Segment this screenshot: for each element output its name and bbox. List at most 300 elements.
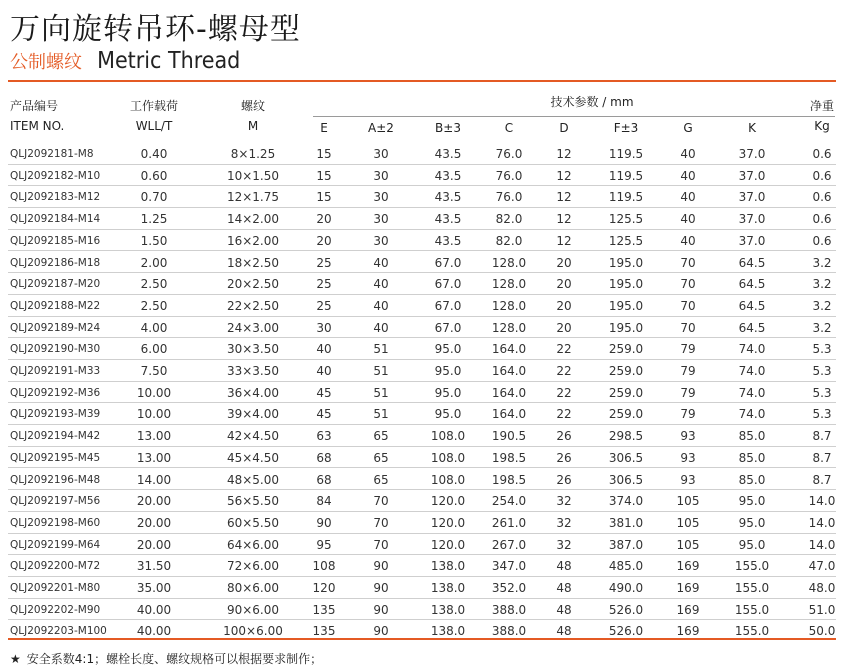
cell-a: 70 [373,494,389,509]
cell-f: 485.0 [608,559,644,574]
cell-g: 93 [680,450,696,465]
header-wll-cn: 工作载荷 [129,99,179,113]
cell-b: 138.0 [430,602,466,617]
cell-b: 120.0 [430,537,466,552]
cell-thread: 30×3.50 [226,342,280,357]
cell-c: 388.0 [491,602,527,617]
cell-k: 37.0 [738,147,766,161]
cell-a: 51 [373,342,389,357]
cell-weight: 8.7 [812,450,832,465]
cell-a: 70 [373,515,389,530]
cell-weight: 8.7 [812,472,832,487]
cell-weight: 5.3 [812,342,832,357]
cell-item-no: QLJ2092193-M39 [10,408,101,421]
cell-wll: 14.00 [136,472,172,487]
cell-thread: 14×2.00 [226,212,280,227]
cell-k: 74.0 [738,407,766,422]
table-row [8,165,836,187]
cell-thread: 42×4.50 [226,429,280,444]
table-row [8,577,836,599]
cell-c: 254.0 [491,494,527,509]
table-row [8,447,836,469]
cell-b: 108.0 [430,450,466,465]
header-col-f: F±3 [613,121,639,135]
cell-thread: 45×4.50 [226,450,280,465]
cell-b: 43.5 [434,147,462,161]
cell-g: 79 [680,385,696,400]
cell-k: 37.0 [738,212,766,227]
cell-weight: 5.3 [812,364,832,378]
cell-f: 490.0 [608,581,644,595]
cell-k: 85.0 [738,472,766,487]
cell-weight: 5.3 [812,385,832,400]
cell-b: 120.0 [430,515,466,530]
cell-weight: 8.7 [812,429,832,444]
cell-d: 26 [556,429,572,444]
cell-weight: 14.0 [808,537,836,552]
cell-e: 120 [312,581,336,595]
cell-item-no: QLJ2092183-M12 [10,191,101,204]
cell-thread: 90×6.00 [226,602,280,617]
cell-thread: 48×5.00 [226,472,280,487]
cell-c: 198.5 [491,472,527,487]
cell-e: 15 [316,168,332,183]
table-row [8,295,836,317]
cell-item-no: QLJ2092197-M56 [10,495,101,508]
cell-thread: 80×6.00 [226,581,280,595]
cell-weight: 14.0 [808,515,836,530]
cell-b: 67.0 [434,298,462,313]
cell-wll: 20.00 [136,494,172,509]
cell-item-no: QLJ2092195-M45 [10,451,101,464]
cell-g: 40 [680,168,696,183]
cell-thread: 22×2.50 [226,298,280,313]
cell-f: 195.0 [608,320,644,335]
bottom-rule [8,638,836,640]
cell-f: 195.0 [608,298,644,313]
cell-c: 352.0 [491,581,527,595]
cell-weight: 0.6 [812,147,832,161]
cell-item-no: QLJ2092199-M64 [10,538,101,551]
cell-a: 30 [373,147,389,161]
cell-c: 388.0 [491,624,527,639]
cell-k: 95.0 [738,515,766,530]
cell-e: 68 [316,472,332,487]
cell-thread: 20×2.50 [226,277,280,292]
cell-item-no: QLJ2092184-M14 [10,213,101,226]
cell-e: 40 [316,364,332,378]
cell-d: 26 [556,472,572,487]
cell-e: 95 [316,537,332,552]
cell-thread: 56×5.50 [226,494,280,509]
cell-g: 79 [680,342,696,357]
cell-e: 15 [316,190,332,205]
cell-g: 169 [676,602,700,617]
table-row [8,382,836,404]
cell-e: 68 [316,450,332,465]
cell-wll: 1.50 [140,233,168,248]
cell-b: 95.0 [434,407,462,422]
cell-c: 198.5 [491,450,527,465]
cell-a: 90 [373,602,389,617]
cell-f: 381.0 [608,515,644,530]
cell-g: 70 [680,298,696,313]
cell-b: 67.0 [434,277,462,292]
cell-f: 306.5 [608,472,644,487]
cell-a: 30 [373,212,389,227]
cell-thread: 8×1.25 [230,147,276,161]
cell-e: 20 [316,233,332,248]
cell-d: 12 [556,147,572,161]
cell-item-no: QLJ2092191-M33 [10,365,101,377]
cell-a: 90 [373,559,389,574]
cell-f: 259.0 [608,364,644,378]
cell-g: 169 [676,559,700,574]
cell-thread: 12×1.75 [226,190,280,205]
cell-b: 138.0 [430,559,466,574]
cell-g: 93 [680,429,696,444]
cell-f: 195.0 [608,277,644,292]
header-col-g: G [683,121,693,135]
cell-f: 306.5 [608,450,644,465]
cell-b: 95.0 [434,342,462,357]
cell-g: 70 [680,320,696,335]
table-row [8,599,836,621]
cell-c: 164.0 [491,342,527,357]
table-row [8,534,836,556]
cell-b: 138.0 [430,624,466,639]
header-col-a: A±2 [368,121,394,135]
cell-g: 40 [680,147,696,161]
cell-item-no: QLJ2092182-M10 [10,169,101,182]
cell-e: 25 [316,298,332,313]
table-row [8,360,836,382]
cell-thread: 36×4.00 [226,385,280,400]
cell-a: 40 [373,320,389,335]
header-col-b: B±3 [435,121,461,135]
cell-c: 164.0 [491,364,527,378]
table-row [8,403,836,425]
cell-k: 64.5 [738,277,766,292]
cell-a: 65 [373,429,389,444]
cell-b: 43.5 [434,233,462,248]
page-title: 万向旋转吊环-螺母型 [10,12,301,47]
cell-b: 95.0 [434,364,462,378]
cell-item-no: QLJ2092186-M18 [10,256,101,269]
header-thread-en: M [247,119,259,133]
cell-a: 70 [373,537,389,552]
cell-a: 40 [373,298,389,313]
cell-wll: 20.00 [136,515,172,530]
subtitle-en: Metric Thread [97,48,241,74]
cell-f: 119.5 [608,168,644,183]
cell-wll: 31.50 [136,559,172,574]
cell-b: 138.0 [430,581,466,595]
cell-wll: 2.00 [140,255,168,270]
cell-f: 259.0 [608,385,644,400]
cell-k: 37.0 [738,190,766,205]
cell-d: 20 [556,277,572,292]
cell-f: 526.0 [608,624,644,639]
cell-k: 85.0 [738,429,766,444]
cell-k: 95.0 [738,494,766,509]
cell-wll: 4.00 [140,320,168,335]
cell-b: 43.5 [434,168,462,183]
cell-b: 43.5 [434,190,462,205]
cell-thread: 33×3.50 [226,364,280,378]
table-row [8,143,836,165]
cell-k: 155.0 [734,624,770,639]
cell-weight: 0.6 [812,233,832,248]
cell-item-no: QLJ2092192-M36 [10,386,101,399]
cell-item-no: QLJ2092185-M16 [10,234,101,247]
footer-note [10,650,322,667]
cell-e: 45 [316,385,332,400]
cell-k: 37.0 [738,168,766,183]
cell-thread: 72×6.00 [226,559,280,574]
cell-g: 93 [680,472,696,487]
cell-g: 40 [680,190,696,205]
cell-weight: 5.3 [812,407,832,422]
cell-f: 387.0 [608,537,644,552]
cell-d: 12 [556,233,572,248]
cell-g: 40 [680,212,696,227]
cell-g: 79 [680,407,696,422]
table-row [8,425,836,447]
cell-wll: 10.00 [136,385,172,400]
table-row [8,208,836,230]
cell-weight: 0.6 [812,212,832,227]
header-thread-cn: 螺纹 [240,99,266,113]
cell-weight: 14.0 [808,494,836,509]
cell-g: 70 [680,277,696,292]
cell-wll: 0.60 [140,168,168,183]
cell-item-no: QLJ2092203-M100 [10,625,107,638]
cell-weight: 50.0 [808,624,836,639]
cell-f: 195.0 [608,255,644,270]
cell-thread: 60×5.50 [226,515,280,530]
footer-note-text: 安全系数4:1；螺栓长度、螺纹规格可以根据要求制作； [26,652,323,666]
cell-e: 40 [316,342,332,357]
cell-c: 128.0 [491,277,527,292]
cell-wll: 13.00 [136,429,172,444]
cell-a: 51 [373,364,389,378]
cell-item-no: QLJ2092190-M30 [10,343,101,356]
header-wll-en: WLL/T [135,119,173,133]
cell-wll: 2.50 [140,277,168,292]
cell-f: 125.5 [608,233,644,248]
cell-d: 32 [556,494,572,509]
cell-item-no: QLJ2092202-M90 [10,603,101,616]
cell-g: 105 [676,494,700,509]
cell-k: 64.5 [738,320,766,335]
cell-f: 119.5 [608,190,644,205]
table-row [8,317,836,339]
cell-f: 259.0 [608,342,644,357]
cell-item-no: QLJ2092194-M42 [10,430,101,443]
cell-e: 135 [312,602,336,617]
cell-g: 40 [680,233,696,248]
cell-g: 79 [680,364,696,378]
cell-weight: 51.0 [808,602,836,617]
table-row [8,186,836,208]
spec-group-underline [313,116,835,117]
cell-thread: 16×2.00 [226,233,280,248]
header-spec-group: 技术参数 / mm [550,95,634,109]
star-icon: ★ [10,652,21,666]
cell-wll: 40.00 [136,624,172,639]
table-row [8,490,836,512]
cell-a: 65 [373,450,389,465]
table-row [8,230,836,252]
header-weight-cn: 净重 [809,99,835,113]
cell-e: 108 [312,559,336,574]
cell-b: 120.0 [430,494,466,509]
cell-weight: 48.0 [808,581,836,595]
cell-c: 164.0 [491,407,527,422]
cell-g: 169 [676,581,700,595]
cell-d: 22 [556,364,572,378]
cell-k: 74.0 [738,385,766,400]
subtitle [10,48,240,74]
cell-b: 43.5 [434,212,462,227]
header-col-e: E [320,121,328,135]
cell-d: 32 [556,537,572,552]
cell-wll: 10.00 [136,407,172,422]
cell-weight: 0.6 [812,168,832,183]
cell-a: 90 [373,581,389,595]
cell-a: 30 [373,168,389,183]
cell-k: 74.0 [738,342,766,357]
cell-item-no: QLJ2092181-M8 [10,148,94,160]
cell-thread: 18×2.50 [226,255,280,270]
cell-c: 267.0 [491,537,527,552]
header-weight-en: Kg [814,119,830,133]
cell-c: 128.0 [491,298,527,313]
cell-e: 20 [316,212,332,227]
cell-item-no: QLJ2092189-M24 [10,321,101,334]
cell-wll: 40.00 [136,602,172,617]
cell-d: 12 [556,212,572,227]
cell-k: 74.0 [738,364,766,378]
cell-c: 76.0 [495,147,523,161]
table-row [8,252,836,274]
cell-b: 108.0 [430,429,466,444]
cell-weight: 47.0 [808,559,836,574]
cell-wll: 13.00 [136,450,172,465]
cell-f: 259.0 [608,407,644,422]
cell-c: 128.0 [491,320,527,335]
cell-b: 67.0 [434,320,462,335]
cell-item-no: QLJ2092188-M22 [10,299,101,312]
cell-item-no: QLJ2092187-M20 [10,278,101,291]
header-col-k: K [748,121,756,135]
cell-item-no: QLJ2092198-M60 [10,516,101,529]
cell-a: 51 [373,407,389,422]
cell-item-no: QLJ2092200-M72 [10,560,101,573]
cell-d: 22 [556,342,572,357]
cell-d: 48 [556,624,572,639]
table-row [8,469,836,491]
cell-f: 298.5 [608,429,644,444]
cell-b: 67.0 [434,255,462,270]
cell-f: 526.0 [608,602,644,617]
header-item-cn: 产品编号 [10,99,59,113]
cell-c: 190.5 [491,429,527,444]
cell-e: 25 [316,277,332,292]
cell-d: 48 [556,559,572,574]
cell-d: 20 [556,298,572,313]
cell-g: 169 [676,624,700,639]
cell-e: 15 [316,147,332,161]
cell-k: 155.0 [734,581,770,595]
cell-wll: 6.00 [140,342,168,357]
cell-k: 95.0 [738,537,766,552]
top-rule [8,80,836,82]
cell-wll: 20.00 [136,537,172,552]
cell-c: 82.0 [495,233,523,248]
cell-k: 37.0 [738,233,766,248]
cell-k: 64.5 [738,255,766,270]
cell-e: 45 [316,407,332,422]
cell-c: 164.0 [491,385,527,400]
cell-d: 20 [556,255,572,270]
cell-d: 12 [556,168,572,183]
cell-d: 26 [556,450,572,465]
cell-d: 48 [556,602,572,617]
cell-d: 12 [556,190,572,205]
cell-e: 25 [316,255,332,270]
cell-e: 135 [312,624,336,639]
subtitle-cn: 公制螺纹 [10,52,82,73]
cell-a: 40 [373,255,389,270]
cell-e: 84 [316,494,332,509]
cell-e: 90 [316,515,332,530]
cell-c: 347.0 [491,559,527,574]
cell-thread: 64×6.00 [226,537,280,552]
cell-weight: 0.6 [812,190,832,205]
cell-weight: 3.2 [812,277,832,292]
cell-thread: 24×3.00 [226,320,280,335]
cell-weight: 3.2 [812,320,832,335]
cell-k: 155.0 [734,559,770,574]
cell-thread: 100×6.00 [223,624,283,639]
header-col-d: D [559,121,569,135]
cell-f: 119.5 [608,147,644,161]
cell-wll: 1.25 [140,212,168,227]
cell-weight: 3.2 [812,255,832,270]
cell-g: 105 [676,537,700,552]
cell-a: 51 [373,385,389,400]
cell-c: 128.0 [491,255,527,270]
cell-f: 374.0 [608,494,644,509]
cell-c: 76.0 [495,190,523,205]
cell-d: 32 [556,515,572,530]
cell-a: 65 [373,472,389,487]
cell-wll: 2.50 [140,298,168,313]
cell-f: 125.5 [608,212,644,227]
cell-d: 22 [556,385,572,400]
cell-a: 40 [373,277,389,292]
cell-d: 22 [556,407,572,422]
cell-c: 76.0 [495,168,523,183]
cell-a: 30 [373,233,389,248]
cell-k: 85.0 [738,450,766,465]
table-row [8,338,836,360]
cell-wll: 7.50 [140,364,168,378]
cell-c: 82.0 [495,212,523,227]
table-row [8,273,836,295]
